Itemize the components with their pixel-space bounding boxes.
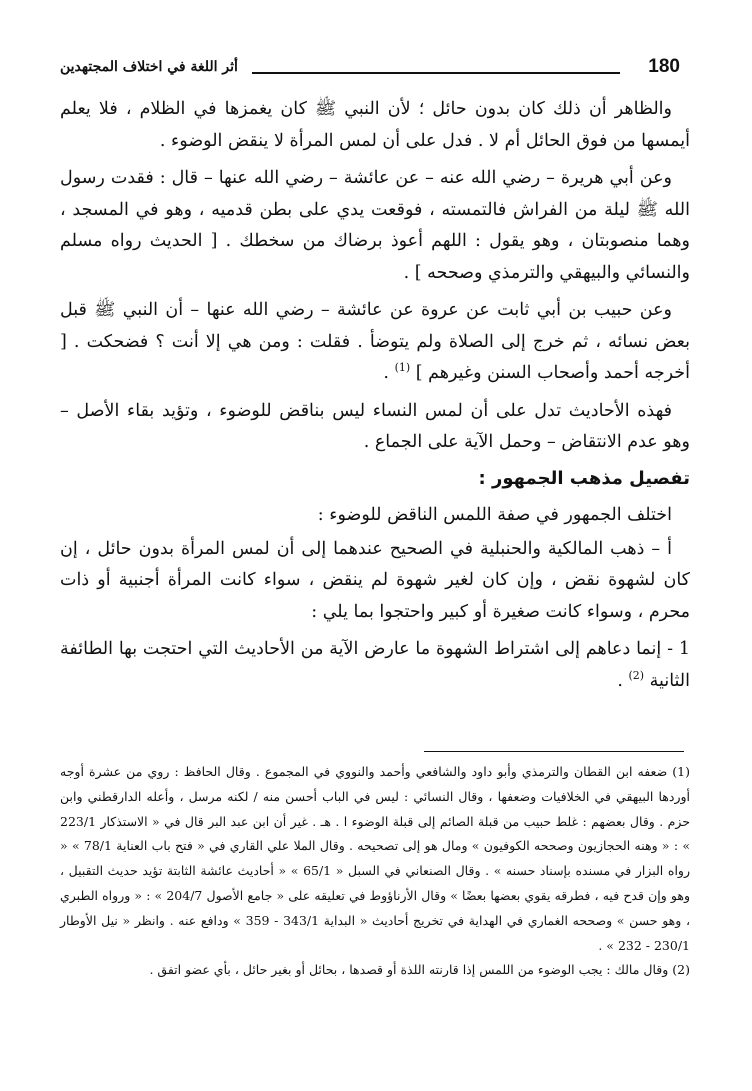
book-title: أثر اللغة في اختلاف المجتهدين [60,59,238,75]
section-heading: تفصيل مذهب الجمهور : [478,467,690,489]
footnote-ref-1[interactable]: (1) [394,361,411,375]
footnote-ref-2[interactable]: (2) [628,668,645,682]
paragraph-3 [60,295,690,390]
paragraph-2: وعن أبي هريرة – رضي الله عنه – عن عائشة – رضي الله عنها – قال : فقدت رسول الله ﷺ ليلة من الفراش فالتمسته ، فوقعت يدي على بطن قدميه ، وهو في المسجد ، وهما منصوبتان ، وهو يقول : اللهم أعوذ برضاك من سخطك . [ الحديث رواه مسلم والنسائي والبيهقي والترمذي وصححه ] . [60,168,690,283]
header-rule [252,72,620,74]
footnote-1: (1) ضعفه ابن القطان والترمذي وأبو داود والشافعي وأحمد والنووي في المجموع . وقال الحافظ : روي من عشرة أوجه أوردها البيهقي في الخلافيات وضعفها ، وقال النسائي : ليس في الباب أحسن منه / لكنه مرسل ، وأعله الدارقطني وابن حزم . وقال بعضهم : غلط حبيب من قبلة الصائم إلى قبلة الوضوء ا . هـ . غير أن ابن عبد البر قال في « الاستذكار 223/1 » : « وهنه الحجازيون وصححه الكوفيون » ومال هو إلى تصحيحه . وقال الملا علي القاري في « فتح باب العناية 78/1 » « رواه البزار في مسنده بإسناد حسنه » . وقال الصنعاني في السبل « 65/1 » « أحاديث عائشة الثابتة تؤيد حديث التقبيل ، وهو وإن قدح فيه ، فطرقه يقوي بعضها بعضًا » وقال الأرناؤوط في تعليقه على « جامع الأصول 204/7 » : « ورواه الطبري ، وهو حسن » وصححه الغماري في الهداية في تخريج أحاديث « البداية 343/1 - 359 » ودافع عنه . وانظر « نيل الأوطار 230/1 - 232 » . [60,764,690,953]
running-header [52,56,688,90]
footnote-separator [424,751,684,752]
point-1 [60,634,690,697]
footnotes [60,760,690,983]
point-1-end: . [617,670,629,691]
paragraph-6: أ – ذهب المالكية والحنبلية في الصحيح عندهما إلى أن لمس المرأة بدون حائل ، إن كان لشهوة نقض ، وإن كان لغير شهوة لم ينقض ، سواء كانت المرأة أجنبية أو ذات محرم ، وسواء كانت صغيرة أو كبير واحتجوا بما يلي : [60,538,690,622]
main-text [60,94,690,699]
paragraph-5: اختلف الجمهور في صفة اللمس الناقض للوضوء : [317,505,672,525]
paragraph-3-text: وعن حبيب بن أبي ثابت عن عروة عن عائشة – رضي الله عنها – أن النبي ﷺ قبل بعض نسائه ، ثم خرج إلى الصلاة ولم يتوضأ . فقلت : ومن هي إلا أنت ؟ فضحكت . [ أخرجه أحمد وأصحاب السنن وغيرهم ] [60,300,690,383]
footnote-2: (2) وقال مالك : يجب الوضوء من اللمس إذا قارنته اللذة أو قصدها ، بحائل أو بغير حائل ، بأي عضو اتفق . [149,962,690,978]
page-number: 180 [648,56,680,77]
paragraph-1: والظاهر أن ذلك كان بدون حائل ؛ لأن النبي ﷺ كان يغمزها في الظلام ، فلا يعلم أيمسها من فوق الحائل أم لا . فدل على أن لمس المرأة لا ينقض الوضوء . [60,99,690,151]
paragraph-3-end: . [383,363,395,383]
paragraph-4: فهذه الأحاديث تدل على أن لمس النساء ليس بناقض للوضوء ، وتؤيد بقاء الأصل – وهو عدم الانتقاض – وحمل الآية على الجماع . [60,400,690,452]
point-1-text: 1 - إنما دعاهم إلى اشتراط الشهوة ما عارض الآية من الأحاديث التي احتجت بها الطائفة الثانية [60,639,690,691]
